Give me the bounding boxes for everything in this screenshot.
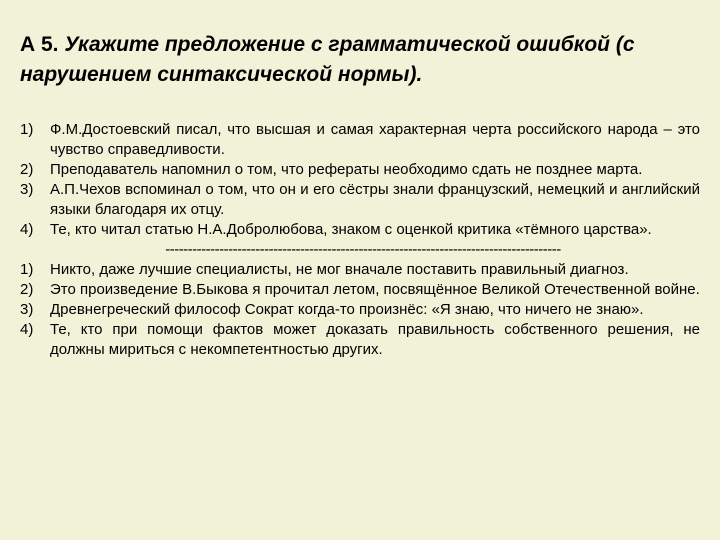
option-marker: 3) (20, 301, 34, 318)
option-marker: 4) (20, 221, 34, 238)
option-marker: 1) (20, 261, 34, 278)
task-number: А 5. (20, 33, 59, 56)
answer-list (20, 120, 700, 360)
option-marker: 4) (20, 321, 34, 338)
answer-option (20, 220, 700, 240)
option-text: Те, кто читал статью Н.А.Добролюбова, знаком с оценкой критика «тёмного царства». (50, 221, 652, 238)
answer-group-1 (20, 120, 700, 240)
option-marker: 3) (20, 181, 34, 198)
option-text: Это произведение В.Быкова я прочитал летом, посвящённое Великой Отечественной войне. (50, 281, 700, 298)
answer-option (20, 180, 700, 220)
option-text: Древнегреческий философ Сократ когда-то произнёс: «Я знаю, что ничего не знаю». (50, 301, 644, 318)
separator-line: ---------------------------------------------------------------------------------------- (165, 241, 561, 258)
task-text: Укажите предложение с грамматической ошибкой (с нарушением синтаксической нормы). (20, 33, 635, 86)
option-text: Преподаватель напомнил о том, что рефераты необходимо сдать не позднее марта. (50, 161, 643, 178)
option-text: Ф.М.Достоевский писал, что высшая и самая характерная черта российского народа – это чувство справедливости. (50, 121, 700, 158)
option-text: А.П.Чехов вспоминал о том, что он и его сёстры знали французский, немецкий и английский языки благодаря их отцу. (50, 181, 700, 218)
option-text: Те, кто при помощи фактов может доказать правильность собственного решения, не должны мириться с некомпетентностью других. (50, 321, 700, 358)
answer-option (20, 120, 700, 160)
option-marker: 1) (20, 121, 34, 138)
option-marker: 2) (20, 281, 34, 298)
answer-option (20, 160, 700, 180)
option-text: Никто, даже лучшие специалисты, не мог вначале поставить правильный диагноз. (50, 261, 629, 278)
answer-option (20, 280, 700, 300)
answer-option (20, 300, 700, 320)
answer-option (20, 320, 700, 360)
answer-option (20, 260, 700, 280)
option-marker: 2) (20, 161, 34, 178)
task-title (20, 30, 700, 90)
answer-group-2 (20, 260, 700, 360)
